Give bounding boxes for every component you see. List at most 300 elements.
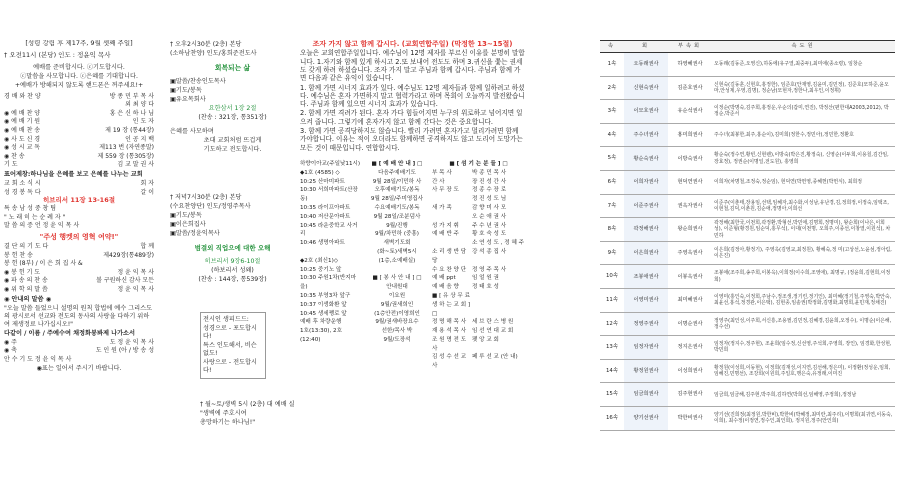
servant-row	[432, 292, 525, 318]
servants-title: ■ [ 섬 기 는 분 들 ] □	[449, 160, 508, 167]
servant-role	[432, 213, 472, 222]
order-item	[4, 243, 48, 252]
cell-number: 7속	[600, 194, 624, 218]
order-person: 회 자	[140, 179, 154, 187]
cell-subleader: 김주현권사	[668, 383, 712, 407]
order-row	[4, 127, 154, 136]
guide-line	[366, 266, 428, 275]
afternoon-time: † 오후2시30분 (2층) 본당	[170, 41, 242, 48]
closing-order	[4, 339, 154, 365]
order-mark: ◉	[4, 286, 10, 294]
worship-order-2	[4, 180, 154, 197]
servant-name: 정 영 주 목 사	[472, 266, 507, 273]
cell-members: 이희자(차명철,조정숙,정순임), 현덕연(박헌영,종혜헌(박헌식), 최희정	[712, 170, 895, 194]
servant-name: 소 연 성 도 , 정 혜 주	[472, 240, 525, 247]
sermon-intro: 오늘은 교회연합주일입니다. 예수님이 12명 제자를 부르신 이유를 분명히 말합니다. 1.자기와 함께 있게 하시고 2.또 보내어 전도도 하며 3.귀신을 쫓는 권세도 갖게 하려 하셨습니다. 조자 가지 말고 주님과 함께 갑시다. 주님과 함께 가면 다음과 같은 유익이 있습니다.	[300, 49, 525, 83]
cell-leader: 주수녀권사	[624, 123, 668, 147]
cell-subleader: 왕순희권사	[668, 218, 712, 242]
cell-members: 이영미(홍인숙,이정희,주남수,정조생,정기린,정기인), 최미혜(정기철,주영숙,박안숙,최윤선,홍석,정경관,이은택), 김현종,임솔권(박정화,김명화,최명희,윤민재,정채진)	[712, 288, 895, 312]
servant-row	[432, 353, 525, 371]
evening-scripture: 히브리서 9장6-10절	[204, 258, 261, 265]
order-label: 교 회 소 식 시	[4, 179, 41, 187]
cell-subleader: 현덕연권사	[668, 170, 712, 194]
cell-members: 양기선(진희정(최정원,박한비),박한비(박혜정,최미란,최주리),이명희(최귀연,이동숙,이희), 최수정(이정연,정수인,최인희), 정지원,정주(안인희)	[712, 406, 895, 430]
order-mark: ◉	[4, 338, 10, 346]
order-person: 외 최 양 다	[125, 101, 154, 109]
cell-leader: 이준주권사	[624, 194, 668, 218]
guide-line: 9월 28일/이민하 사	[372, 178, 422, 185]
servant-row	[432, 169, 525, 178]
order-person: 제 19 장 (통44장)	[105, 126, 154, 134]
servant-row	[432, 336, 525, 354]
cell-number: 14속	[600, 359, 624, 383]
order-person: 인 도 자	[132, 118, 154, 126]
cell-members: 임금희,임금해,김주현,박주희,김하연(박희선,임해영,주정희),정정남	[712, 383, 895, 407]
guide-line: (1층안전)이영희인	[374, 310, 420, 317]
cell-members: 신현숙(길동훈,신현호,홍정한), 임준호(안재영,김윤미,김민정), 김준호(모하준,윤오마,안성제,우영,김명), 정순남(모현자,정한나,최우인,이정휘)	[712, 76, 895, 100]
evening-item: ▣기도/봉독	[170, 212, 202, 219]
order-person: 인 공 지 백	[125, 135, 154, 143]
cell-subleader: 박한비권사	[668, 406, 712, 430]
benediction-title: ◉ 안내의 말씀 ◉	[4, 295, 52, 303]
order-item	[4, 252, 33, 261]
order-label: 성 경 봉 독 다	[4, 188, 41, 196]
order-row	[4, 243, 154, 252]
cell-number: 15속	[600, 383, 624, 407]
standing-note: ◉표는 일어서 주시기 바랍니다.	[36, 365, 122, 373]
cell-members: 황정원(이성희,이동현), 이정희(김재성,이지연,김선해,정은미), 이정환(정성운,임희,임혜진,민명선), 조강희(이원희,주일호,맹은숙,유정래,이미진	[712, 359, 895, 383]
order-label: 예 배 기 원	[11, 118, 41, 126]
order-person: 정 윤 익 목 사	[117, 286, 154, 294]
order-row	[4, 339, 154, 348]
cell-subleader: 이성희권사	[668, 359, 712, 383]
servant-role: 재 용 석 목 사	[432, 328, 467, 335]
servant-name: 장 진 성 간 사	[472, 178, 507, 185]
order-label: " 노 래 히 는 순 례 자 "	[4, 213, 66, 221]
call-line: +예배가 방해되지 않도록 핸드폰은 꺼주세요!+	[14, 81, 144, 89]
cell-number: 6속	[600, 170, 624, 194]
servant-name: 박 종 민 목 사	[472, 169, 507, 176]
servants-list	[432, 160, 525, 371]
call-line: ⓒ말씀을 사모합니다. ⓒ은혜를 기대합니다.	[20, 72, 138, 80]
bus-stop: 10:25 산마미파트	[300, 178, 345, 185]
box-line: 사랑으로 - 전도합시다!	[203, 359, 257, 374]
cell-number: 16속	[600, 406, 624, 430]
evening-hymn: (찬송 : 144장, 통539장)	[198, 276, 267, 283]
table-row	[600, 147, 895, 171]
service-time: † 오전11시 (본당) 인도 : 정윤익 목사	[4, 50, 111, 59]
evangelism-box	[200, 312, 266, 379]
order-item	[4, 180, 41, 189]
guide-line: 9월/진행	[386, 222, 408, 229]
afternoon-note: 은혜를 사모하며	[170, 128, 214, 135]
cell-leader: 이은희권사	[624, 241, 668, 265]
worship-order-3	[4, 205, 154, 231]
cell-number: 13속	[600, 336, 624, 360]
header-cell: 속도원	[712, 41, 895, 53]
table-row	[600, 123, 895, 147]
order-person: 볼 구원하신 감사 모든	[96, 277, 154, 285]
order-row	[4, 260, 154, 269]
afternoon-hymn: (찬송 : 321장, 통351장)	[198, 114, 267, 121]
closing-title: 다같이 / 이름 / 주예수여 채정화봉봐제 나가소서	[4, 329, 136, 337]
worship-order	[4, 93, 154, 170]
order-mark: ◉	[4, 152, 10, 160]
guide-line: 9월/권새희인	[380, 301, 414, 308]
servant-role: 부 목 사	[432, 169, 452, 176]
servant-row	[432, 248, 525, 266]
order-person: 홍 은 신 하 나 님	[109, 109, 154, 117]
schedule-grid	[300, 160, 525, 371]
table-row	[600, 406, 895, 430]
order-person: 합 께	[140, 243, 154, 251]
guide-line: 9월/차민하 (중흥)	[374, 231, 419, 238]
table-row	[600, 383, 895, 407]
cell-group-column	[600, 40, 895, 495]
order-row	[4, 214, 154, 223]
order-label: 봉 헌 기 도	[11, 268, 41, 276]
table-row	[600, 170, 895, 194]
order-row	[4, 93, 154, 102]
bus-stop: 10:45 라운중학교 사거리	[300, 222, 358, 238]
cell-subleader: 이명순권사	[668, 312, 712, 336]
servant-name: 정 종 수 장 로	[472, 187, 507, 194]
worship-guide-title: ■ [ 예 배 안 내 ] □	[371, 160, 423, 167]
servant-role	[432, 195, 472, 204]
servant-name: 팻 앙 교 회	[472, 336, 499, 343]
order-mark: ◉	[4, 126, 10, 134]
guide-line: (1층,소예배실)	[378, 257, 416, 264]
cell-members: 황순숙(정수연,황빈,신현렌),이방숙(박은진,황정숙), 신영순(이두희,이용칠,김간임,장효정), 정권순(이명일,전도원), 홍영희	[712, 147, 895, 171]
bus-stop	[300, 248, 362, 257]
cell-leader: 신현숙권사	[624, 76, 668, 100]
order-item	[4, 144, 40, 153]
afternoon-item: ▣말씀/찬송인도목사	[170, 78, 226, 85]
bus-stop: 10:25 중기노 앞	[300, 266, 342, 273]
servant-name: 페 루 선 교 (안 내)	[472, 354, 518, 361]
order-row	[4, 101, 154, 110]
servant-row	[432, 239, 525, 248]
order-person: 갈 이	[140, 188, 154, 196]
evening-time: † 저녁7시30분 (2층) 본당	[170, 194, 242, 201]
order-mark: ◉	[4, 144, 10, 152]
morning-service-column	[4, 40, 154, 460]
worship-guide	[366, 160, 428, 371]
afternoon-note: 초대 교회처럼 뜨겁게	[203, 137, 262, 144]
dawn-service-text: 총망하기는 하나님!"	[200, 419, 256, 426]
order-item	[4, 286, 48, 295]
table-row	[600, 359, 895, 383]
cell-leader: 이희자권사	[624, 170, 668, 194]
call-line: 예배를 준비합시다. ⓒ기도합시다.	[33, 63, 125, 71]
order-item	[4, 339, 17, 348]
servant-row	[432, 178, 525, 187]
order-person: 방 종 민 부 목 사	[109, 92, 154, 100]
order-mark: ◉	[4, 109, 10, 117]
order-row	[4, 118, 154, 127]
table-row	[600, 194, 895, 218]
order-person: 도 인 원 (아 / 방 송 성	[95, 347, 154, 355]
servant-name: 세 브 란 스 병 원	[472, 319, 514, 326]
order-label: 안 수 기 도 정 윤 익 목 사	[4, 355, 72, 363]
cell-members: 이준주(이춘태,장용임,선택,임혜자,최수화,이성남,유난경,김,정희정,이정숙,임택조,이현철,김덕,이춘원,김순애,정명아,이희선	[712, 194, 895, 218]
servant-row	[432, 230, 525, 239]
afternoon-item: ▣기도/봉독	[170, 87, 202, 94]
scripture-reference: 히브리서 11장 13-16절	[42, 196, 116, 205]
cell-subleader: 정지은권사	[668, 336, 712, 360]
servant-role: 예 배 ppt	[432, 275, 456, 282]
header-cell: 회	[624, 41, 668, 53]
benediction-text: "오늘 말씀 들었으니 설명의 원칙 합법에 예수 그리스도의 광시로서 선교와 전도의 동사의 사랑을 다하기 위하여 제생정료 나가십시오!"	[4, 304, 153, 328]
servant-row	[432, 213, 525, 222]
order-row	[4, 252, 154, 261]
cell-members: 임정자(정지수,정주현), 조윤희(임수정,신선영,주석희,주영희, 장인), 임경화,한성현,박민희	[712, 336, 895, 360]
cell-leader: 정영주권사	[624, 312, 668, 336]
cell-number: 1속	[600, 53, 624, 77]
worship-order-4	[4, 243, 154, 295]
guide-line: 9월 28일/조분덤사	[373, 213, 421, 220]
guide-line: ■ [ 봉 사 안 내 ] □	[372, 275, 422, 282]
cell-subleader: 홍미희권사	[668, 123, 712, 147]
table-row	[600, 336, 895, 360]
bus-stop: 10:40 저산문아파트	[300, 213, 351, 220]
box-line: 특스 인도해서, 비슨 없도!	[203, 342, 257, 357]
order-mark: ◉	[4, 347, 10, 355]
servant-role	[432, 239, 472, 248]
cell-members: 주수녀(최봉한,최주,홍순이),김미희(정한수,정민아),정민한,정환호	[712, 123, 895, 147]
dawn-service-text: "생벽에 주호시여	[200, 410, 247, 417]
cell-number: 2속	[600, 76, 624, 100]
servant-role: 소 리 생 반 담 당	[432, 248, 467, 264]
cell-members: 조봉애(조주희,송주희,이봉옥),이희정(이수희,조영애), 최명규, (정윤희,김현희,이정희)	[712, 265, 895, 289]
order-row	[4, 205, 154, 214]
cell-subleader: 주영옥권사	[668, 241, 712, 265]
servant-row	[432, 266, 525, 275]
cell-members: 오동래(김동준,오영신),하동에(유구열,최중두),최미애(종소령), 임창순	[712, 53, 895, 77]
cell-leader: 양기선권사	[624, 406, 668, 430]
servant-role: 정 명 해 목 사	[432, 319, 467, 326]
cell-subleader: 최미혜권사	[668, 288, 712, 312]
table-row	[600, 100, 895, 124]
bus-stop: 1호(13:30), 2호(12:40)	[300, 328, 342, 343]
bus-stop: 10:30 주원1차(반지마을)	[300, 275, 357, 291]
order-row	[4, 347, 154, 356]
cell-members: 정영주(최인성,이주희,서신흥,조용필,김민정,김혜경,김윤희,오정수), 이명순(이은해,정수선)	[712, 312, 895, 336]
servant-row	[432, 204, 525, 213]
order-label: 찬 송	[11, 152, 25, 160]
table-row	[600, 288, 895, 312]
order-label: 위 학 의 말 씀	[11, 286, 48, 294]
afternoon-sermon-title: 회복되는 삶	[214, 64, 251, 72]
order-item	[4, 277, 48, 286]
order-item	[4, 127, 40, 136]
cell-subleader: 유순석권사	[668, 100, 712, 124]
afternoon-evening-column	[170, 40, 295, 480]
order-item	[4, 347, 17, 356]
servant-name: 임 선 연 대 교 회	[472, 328, 514, 335]
cell-leader: 이모호권사	[624, 100, 668, 124]
servant-row	[432, 318, 525, 327]
cell-number: 12속	[600, 312, 624, 336]
table-row	[600, 265, 895, 289]
order-row	[4, 222, 154, 231]
order-mark: ◉	[4, 118, 10, 126]
servant-row	[432, 327, 525, 336]
cell-members: 이정순(박명숙,김주희,홍정운,우순의(갑미,연진), 박정산(편한대A2003,2012), 박정순,박준서	[712, 100, 895, 124]
cell-leader: 곽정해권사	[624, 218, 668, 242]
guide-line: 다음주예배기도	[378, 169, 416, 176]
bus-stop: 10:30 서희마파트(산장동)	[300, 187, 358, 203]
order-row	[4, 180, 154, 189]
cell-number: 9속	[600, 241, 624, 265]
servant-name	[472, 292, 525, 318]
cell-leader: 조봉애권사	[624, 265, 668, 289]
header-cell: 속	[600, 41, 624, 53]
order-label: 결 단 의 기 도 다	[4, 243, 49, 251]
servant-name: 정 진 성 도 님	[472, 196, 507, 203]
order-person: 제113 번 (자연종말)	[99, 144, 154, 152]
afternoon-leader: (소하남찬양) 인도/홍희준전도사	[170, 50, 257, 57]
cell-members: 이은희(김정아,황정기), 주영옥(김영교,최정원), 황혜숙,정 미(고상선,노윤섬,정아림,이은진)	[712, 241, 895, 265]
box-line: 전시인 생피드드:	[203, 316, 249, 323]
order-item	[4, 356, 71, 365]
order-label: 예 배 찬 송	[11, 126, 41, 134]
order-item	[4, 161, 18, 170]
order-label: 경 배 와 찬 양	[4, 92, 41, 100]
cell-number: 5속	[600, 147, 624, 171]
bus-stop: 10:35 라이프아파트	[300, 204, 351, 211]
servant-name: 강 석 종 집 사	[472, 248, 507, 255]
servant-role: 사 무 장 도	[432, 187, 459, 194]
bus-stop: 예배 후 차량운행	[300, 319, 342, 326]
order-item	[4, 118, 40, 127]
bus-schedule	[300, 160, 362, 371]
order-item	[4, 260, 83, 269]
dawn-service-time: † 월~토/생벽 5시 (2층) 대 예배 실	[200, 401, 295, 408]
servant-row	[432, 222, 525, 231]
cell-leader: 오동래권사	[624, 53, 668, 77]
servant-role: 새 가 족	[432, 204, 452, 211]
evening-leader: (수요찬양단) 인도/정영주목사	[170, 203, 251, 210]
header-cell: 부속회	[668, 41, 712, 53]
table-row	[600, 218, 895, 242]
cell-number: 4속	[600, 123, 624, 147]
cell-leader: 임정자권사	[624, 336, 668, 360]
order-label: 말 씀 의 증 언 정 윤 익 목 사	[4, 222, 80, 230]
order-person: 제429장(통489장)	[103, 251, 154, 259]
cell-subleader: 이봉옥권사	[668, 265, 712, 289]
order-row	[4, 144, 154, 153]
servant-role: 수 요 찬 양 단	[432, 266, 467, 273]
call-to-worship	[4, 64, 154, 90]
bus-stop: ◆1호 (4585) ◇	[300, 169, 340, 176]
guide-line: 수요예배기도/봉독	[374, 204, 420, 211]
table-row	[600, 312, 895, 336]
order-row	[4, 277, 154, 286]
order-label: 사 도 신 경	[11, 135, 41, 143]
order-row	[4, 356, 154, 365]
order-person: 정 윤 익 목 사	[117, 268, 154, 276]
order-item	[4, 214, 65, 223]
evening-item: ▣이은희집사	[170, 221, 206, 228]
table-row	[600, 53, 895, 77]
sermon-summary-column	[300, 40, 525, 495]
cell-leader: 이영미권사	[624, 288, 668, 312]
table-header	[600, 41, 895, 53]
order-item	[4, 136, 40, 145]
order-label: 봉 헌 찬 송	[4, 251, 33, 259]
motto: 표어제창:하나님을 은혜를 보고 은혜를 나누는 교회	[4, 170, 143, 178]
cell-subleader: 권옥자권사	[668, 194, 712, 218]
order-mark: ◉	[4, 268, 10, 276]
servant-name: 정 태 호 성	[472, 284, 499, 291]
sermon-point-2: 2. 함께 가면 격려가 된다. 혼자 가다 힘들어지면 누구의 위로하고 넘어지면 일으켜 줍니다. 그렇기에 혼자가지 않고 함께 간다는 것은 중요합니다.	[300, 109, 523, 126]
order-item	[4, 222, 79, 231]
servant-row	[432, 274, 525, 283]
sermon-summary-title: 조자 가지 않고 함께 갑시다. (교회연합주일) (막정한 13~15절)	[312, 40, 513, 48]
guide-line: (화~토)새벽5시	[377, 248, 417, 255]
bus-schedule-title: 하향이아교(주일낮11시)	[300, 160, 361, 167]
bus-stop: 10:35 부영3차 앞구	[300, 292, 351, 299]
cell-leader: 황정원권사	[624, 359, 668, 383]
order-person: 제 559 장 (통305장)	[97, 152, 154, 160]
servant-role: 김 성 수 선 교 사	[432, 354, 467, 370]
sermon-point-1: 1. 함께 가면 시너지 효과가 있다. 예수님도 12명 제자들과 함께 일하려고 하셨다. 예수님은 혼자 가면하지 말고 협력가라고 하며 목회이 오늘까지 발전왔습니다. 주님과 함께 있으면 시너지 효과가 있습니다.	[300, 83, 525, 109]
guide-line: 9월/권새바장요수	[375, 319, 419, 326]
service-header: [성령 강림 후 제17주, 9월 셋째 주일]	[25, 40, 133, 47]
cell-number: 11속	[600, 288, 624, 312]
bus-stop: 10:45 생세쨍로 앞	[300, 310, 347, 317]
evening-item: ▣말씀/정윤익목사	[170, 230, 220, 237]
order-row	[4, 136, 154, 145]
cell-leader: 황순숙권사	[624, 147, 668, 171]
order-person: 도 정 윤 익 목 사	[109, 338, 154, 346]
servant-role: 예 배 반 주	[432, 231, 459, 238]
afternoon-item: ▣유요목회사	[170, 96, 206, 103]
order-label: 기 도	[4, 161, 18, 169]
table-row	[600, 76, 895, 100]
bus-stop: 10:46 생명아파트	[300, 240, 345, 247]
order-label: 특 송 남 성 중 창 팀	[4, 204, 57, 212]
evening-scripture-note: (하보리서 성왜)	[211, 267, 254, 274]
servant-row	[432, 195, 525, 204]
afternoon-scripture: 요한삼서 1장 2절	[208, 105, 257, 112]
servant-name: 임 얼 원 권	[472, 275, 499, 282]
order-label: 봉 헌 (8부) / 이 은 희 집 사 &	[4, 260, 83, 268]
servant-name: 오 순 애 권 사	[472, 213, 507, 220]
cell-subleader: 하영혜권사	[668, 53, 712, 77]
sermon-title: "주성 행켓의 영혁 여약!"	[39, 232, 119, 241]
servant-name: 주 수 년 권 사	[472, 222, 507, 229]
cell-number: 3속	[600, 100, 624, 124]
guide-line: 새벽기도회	[383, 240, 411, 247]
cell-subleader: 김준호권사	[668, 76, 712, 100]
sermon-point-3: 3. 함께 가면 공격당하지도 않습니다. 빨리 가려면 혼자가고 멀리가려면 함께 가야합니다. 이유는 적이 오더라도 함께하면 공격하지도 않고 도리어 도망가는 모든 것이 때문입니다. 연합합시다.	[300, 127, 523, 152]
order-mark: ◉	[4, 135, 10, 143]
order-person: 김 교 말 권 사	[117, 161, 154, 169]
order-label: 파 송 의 찬 송	[11, 277, 48, 285]
guide-line: 선한/목사 박	[381, 328, 413, 335]
guide-line: 이요원	[388, 292, 406, 299]
order-item	[4, 189, 41, 198]
guide-line: 안내원대	[386, 284, 408, 291]
cell-leader: 임금희권사	[624, 383, 668, 407]
afternoon-note: 기도하고 전도합시다.	[203, 146, 262, 153]
guide-line: 9월/도장석	[383, 336, 411, 343]
servant-row	[432, 186, 525, 195]
order-label: 성 시 교 독	[11, 144, 41, 152]
servant-row	[432, 283, 525, 292]
